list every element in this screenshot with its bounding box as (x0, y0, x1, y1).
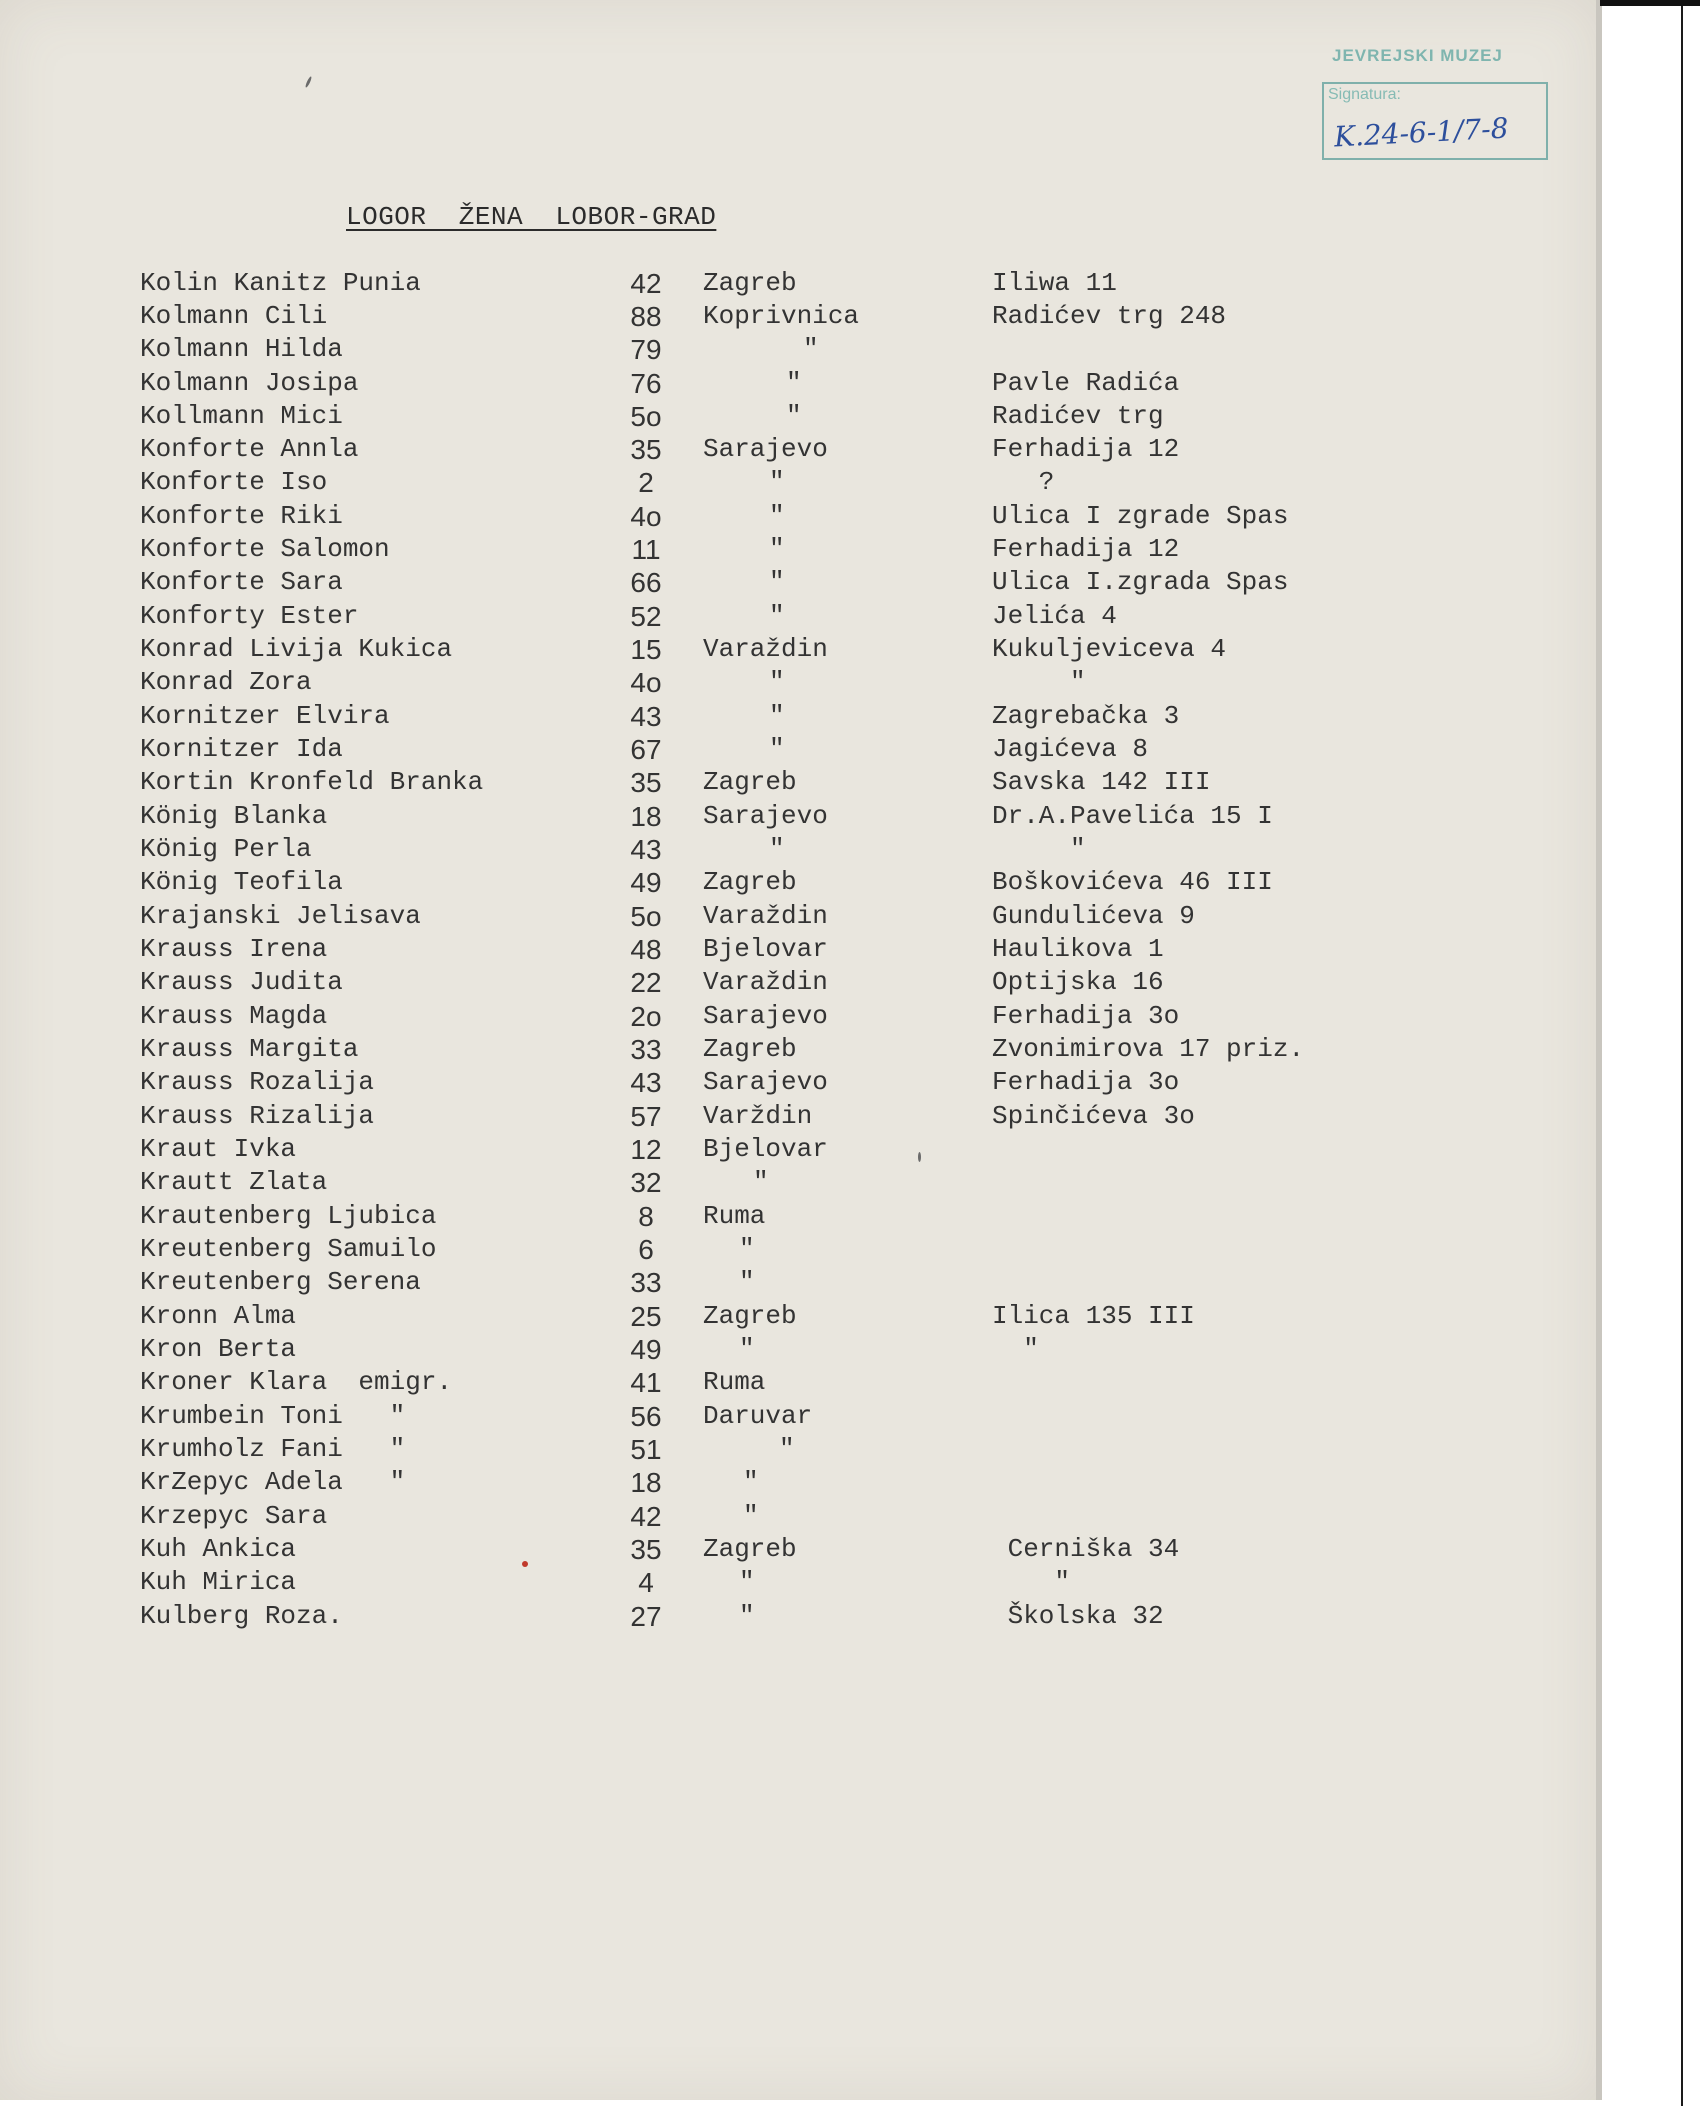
ink-speck (305, 76, 313, 88)
prisoner-city: " (739, 1267, 755, 1297)
prisoner-age: 56 (630, 1401, 662, 1432)
prisoner-name: Krautt Zlata (140, 1167, 328, 1197)
prisoner-name: Konforte Riki (140, 501, 343, 531)
prisoner-address: Iliwa 11 (992, 268, 1117, 298)
prisoner-name: Konforte Salomon (140, 534, 390, 564)
prisoner-city: Zagreb (703, 1301, 797, 1331)
table-row (0, 934, 1596, 967)
prisoner-name: Krzepyc Sara (140, 1501, 328, 1531)
prisoner-age: 5o (630, 401, 662, 432)
prisoner-address: Ulica I zgrade Spas (992, 501, 1289, 531)
table-row (0, 1234, 1596, 1267)
prisoner-city: " (769, 734, 785, 764)
table-row (0, 1534, 1596, 1567)
prisoner-age: 2o (630, 1001, 662, 1032)
prisoner-age: 6 (638, 1234, 654, 1265)
prisoner-age: 22 (630, 967, 662, 998)
table-row (0, 1034, 1596, 1067)
prisoner-city: Zagreb (703, 1034, 797, 1064)
prisoner-age: 41 (630, 1367, 662, 1398)
ink-speck (522, 1561, 528, 1567)
prisoner-address: Školska 32 (992, 1601, 1164, 1631)
prisoner-city: Zagreb (703, 1534, 797, 1564)
table-row (0, 1101, 1596, 1134)
scan-edge-top (1600, 0, 1700, 6)
prisoner-age: 15 (630, 634, 662, 665)
prisoner-name: Konforty Ester (140, 601, 359, 631)
prisoner-address: Ilica 135 III (992, 1301, 1195, 1331)
prisoner-age: 32 (630, 1167, 662, 1198)
prisoner-age: 18 (630, 801, 662, 832)
prisoner-age: 11 (631, 534, 661, 565)
prisoner-name: Kron Berta (140, 1334, 297, 1364)
stamp-museum-name: JEVREJSKI MUZEJ (1332, 46, 1503, 65)
prisoner-name: Konforte Annla (140, 434, 359, 464)
prisoner-address: Ulica I.zgrada Spas (992, 567, 1289, 597)
table-row (0, 1001, 1596, 1034)
ink-speck (918, 1152, 921, 1162)
prisoner-name: König Perla (140, 834, 312, 864)
table-row (0, 1067, 1596, 1100)
table-row (0, 701, 1596, 734)
prisoner-name: Krumbein Toni " (140, 1401, 406, 1431)
prisoner-age: 79 (630, 334, 662, 365)
prisoner-address: Kukuljeviceva 4 (992, 634, 1227, 664)
table-row (0, 834, 1596, 867)
prisoner-address: ? (992, 467, 1055, 497)
prisoner-name: Konrad Livija Kukica (140, 634, 453, 664)
prisoner-address: Spinčićeva 3o (992, 1101, 1195, 1131)
prisoner-city: " (769, 834, 785, 864)
prisoner-age: 33 (630, 1034, 662, 1065)
prisoner-address: " (992, 834, 1086, 864)
prisoner-name: Kreutenberg Serena (140, 1267, 421, 1297)
table-row (0, 967, 1596, 1000)
prisoner-name: Kraut Ivka (140, 1134, 297, 1164)
prisoner-city: " (769, 667, 785, 697)
prisoner-city: Zagreb (703, 767, 797, 797)
table-row (0, 1401, 1596, 1434)
prisoner-city: Sarajevo (703, 801, 828, 831)
prisoner-name: Krauss Magda (140, 1001, 328, 1031)
prisoner-city: Bjelovar (703, 934, 828, 964)
prisoner-city: Bjelovar (703, 1134, 828, 1164)
prisoner-address: Ferhadija 12 (992, 534, 1180, 564)
prisoner-name: Konforte Iso (140, 467, 328, 497)
table-row (0, 634, 1596, 667)
museum-stamp (1322, 46, 1584, 156)
prisoner-city: " (739, 1567, 755, 1597)
table-row (0, 1467, 1596, 1500)
prisoner-name: Krauss Irena (140, 934, 328, 964)
prisoner-age: 18 (630, 1467, 662, 1498)
prisoner-city: " (769, 701, 785, 731)
prisoner-city: Zagreb (703, 867, 797, 897)
table-row (0, 1267, 1596, 1300)
prisoner-name: Konrad Zora (140, 667, 312, 697)
prisoner-city: " (739, 1334, 755, 1364)
prisoner-name: Kollmann Mici (140, 401, 343, 431)
prisoner-age: 57 (630, 1101, 662, 1132)
table-row (0, 1567, 1596, 1600)
prisoner-age: 49 (630, 1334, 662, 1365)
prisoner-address: Zagrebačka 3 (992, 701, 1180, 731)
table-row (0, 368, 1596, 401)
table-row (0, 1501, 1596, 1534)
prisoner-name: Krauss Rizalija (140, 1101, 375, 1131)
prisoner-address: Dr.A.Pavelića 15 I (992, 801, 1273, 831)
prisoner-address: Optijska 16 (992, 967, 1164, 997)
table-row (0, 1334, 1596, 1367)
prisoner-name: Kolmann Josipa (140, 368, 359, 398)
prisoner-name: Krauss Rozalija (140, 1067, 375, 1097)
prisoner-age: 8 (638, 1201, 654, 1232)
prisoner-age: 27 (630, 1601, 662, 1632)
prisoner-age: 52 (630, 601, 662, 632)
table-row (0, 901, 1596, 934)
prisoner-name: Kortin Kronfeld Branka (140, 767, 484, 797)
prisoner-city: " (739, 1234, 755, 1264)
prisoner-city: " (743, 1501, 759, 1531)
prisoner-age: 25 (630, 1301, 662, 1332)
prisoner-age: 67 (630, 734, 662, 765)
prisoner-age: 51 (630, 1434, 662, 1465)
stamp-box (1322, 82, 1548, 160)
prisoner-age: 2 (638, 467, 654, 498)
prisoner-name: KrZepyc Adela " (140, 1467, 406, 1497)
table-row (0, 401, 1596, 434)
prisoner-age: 43 (630, 834, 662, 865)
prisoner-city: " (743, 1467, 759, 1497)
prisoner-address: Jagićeva 8 (992, 734, 1149, 764)
prisoner-name: Kolmann Hilda (140, 334, 343, 364)
table-row (0, 501, 1596, 534)
prisoner-city: " (803, 334, 819, 364)
prisoner-age: 49 (630, 867, 662, 898)
prisoner-city: Koprivnica (703, 301, 860, 331)
prisoner-name: Kulberg Roza. (140, 1601, 343, 1631)
table-row (0, 1167, 1596, 1200)
table-row (0, 667, 1596, 700)
scan-edge (1596, 0, 1602, 2100)
prisoner-address: " (992, 1567, 1071, 1597)
prisoner-age: 66 (630, 567, 662, 598)
prisoner-city: Sarajevo (703, 1067, 828, 1097)
prisoner-name: Konforte Sara (140, 567, 343, 597)
prisoner-name: Kronn Alma (140, 1301, 297, 1331)
table-row (0, 1367, 1596, 1400)
prisoner-name: Krumholz Fani " (140, 1434, 406, 1464)
scan-edge-line (1681, 6, 1683, 2106)
prisoner-name: Kolin Kanitz Punia (140, 268, 421, 298)
table-row (0, 767, 1596, 800)
prisoner-name: Kreutenberg Samuilo (140, 1234, 437, 1264)
prisoner-address: " (992, 667, 1086, 697)
prisoner-city: Varaždin (703, 634, 828, 664)
prisoner-name: Krauss Margita (140, 1034, 359, 1064)
table-row (0, 1301, 1596, 1334)
prisoner-age: 5o (630, 901, 662, 932)
stamp-signature-code: K.24-6-1/7-8 (1333, 111, 1510, 154)
prisoner-age: 43 (630, 701, 662, 732)
prisoner-age: 33 (630, 1267, 662, 1298)
table-row (0, 1601, 1596, 1634)
prisoner-age: 43 (630, 1067, 662, 1098)
prisoner-name: Kolmann Cili (140, 301, 328, 331)
prisoner-address: Radićev trg 248 (992, 301, 1227, 331)
prisoner-city: Daruvar (703, 1401, 813, 1431)
prisoner-name: Kornitzer Ida (140, 734, 343, 764)
table-row (0, 467, 1596, 500)
prisoner-address: " (992, 1334, 1039, 1364)
table-row (0, 334, 1596, 367)
prisoner-address: Ferhadija 3o (992, 1067, 1180, 1097)
prisoner-age: 42 (630, 1501, 662, 1532)
prisoner-address: Pavle Radića (992, 368, 1180, 398)
prisoner-city: Sarajevo (703, 1001, 828, 1031)
prisoner-city: Ruma (703, 1367, 766, 1397)
table-row (0, 801, 1596, 834)
prisoner-age: 4o (630, 501, 662, 532)
prisoner-city: " (769, 501, 785, 531)
prisoner-address: Cerniška 34 (992, 1534, 1180, 1564)
prisoner-address: Boškovićeva 46 III (992, 867, 1273, 897)
prisoner-city: Zagreb (703, 268, 797, 298)
prisoner-city: " (769, 601, 785, 631)
prisoner-address: Haulikova 1 (992, 934, 1164, 964)
table-row (0, 1201, 1596, 1234)
prisoner-age: 35 (630, 767, 662, 798)
table-row (0, 301, 1596, 334)
prisoner-city: " (753, 1167, 769, 1197)
prisoner-city: Varaždin (703, 901, 828, 931)
stamp-label: Signatura: (1328, 86, 1401, 103)
prisoner-name: Kuh Mirica (140, 1567, 297, 1597)
prisoner-city: " (786, 401, 802, 431)
prisoner-age: 76 (630, 368, 662, 399)
prisoner-address: Ferhadija 12 (992, 434, 1180, 464)
table-row (0, 734, 1596, 767)
prisoner-address: Zvonimirova 17 priz. (992, 1034, 1305, 1064)
prisoner-city: " (769, 534, 785, 564)
prisoner-city: Varždin (703, 1101, 813, 1131)
table-row (0, 601, 1596, 634)
table-row (0, 434, 1596, 467)
prisoner-name: Kornitzer Elvira (140, 701, 390, 731)
prisoner-city: Varaždin (703, 967, 828, 997)
prisoner-city: " (739, 1601, 755, 1631)
prisoner-address: Ferhadija 3o (992, 1001, 1180, 1031)
prisoner-name: Krauss Judita (140, 967, 343, 997)
prisoner-age: 35 (630, 434, 662, 465)
prisoner-city: " (769, 467, 785, 497)
prisoner-age: 4o (630, 667, 662, 698)
prisoner-address: Radićev trg (992, 401, 1164, 431)
table-row (0, 268, 1596, 301)
prisoner-city: " (769, 567, 785, 597)
table-row (0, 1434, 1596, 1467)
document-title: LOGOR ŽENA LOBOR-GRAD (346, 202, 717, 232)
prisoner-address: Jelića 4 (992, 601, 1117, 631)
prisoner-name: König Blanka (140, 801, 328, 831)
table-row (0, 567, 1596, 600)
prisoner-age: 35 (630, 1534, 662, 1565)
prisoner-city: Ruma (703, 1201, 766, 1231)
table-row (0, 1134, 1596, 1167)
prisoner-address: Savska 142 III (992, 767, 1211, 797)
prisoner-name: Krajanski Jelisava (140, 901, 421, 931)
prisoner-city: " (786, 368, 802, 398)
table-row (0, 534, 1596, 567)
prisoner-age: 4 (638, 1567, 654, 1598)
prisoner-name: Krautenberg Ljubica (140, 1201, 437, 1231)
prisoner-address: Gundulićeva 9 (992, 901, 1195, 931)
prisoner-name: König Teofila (140, 867, 343, 897)
prisoner-age: 88 (630, 301, 662, 332)
table-row (0, 867, 1596, 900)
prisoner-name: Kroner Klara emigr. (140, 1367, 453, 1397)
prisoner-city: " (779, 1434, 795, 1464)
prisoner-age: 12 (630, 1134, 662, 1165)
prisoner-name: Kuh Ankica (140, 1534, 297, 1564)
prisoner-age: 48 (630, 934, 662, 965)
prisoner-city: Sarajevo (703, 434, 828, 464)
prisoner-age: 42 (630, 268, 662, 299)
